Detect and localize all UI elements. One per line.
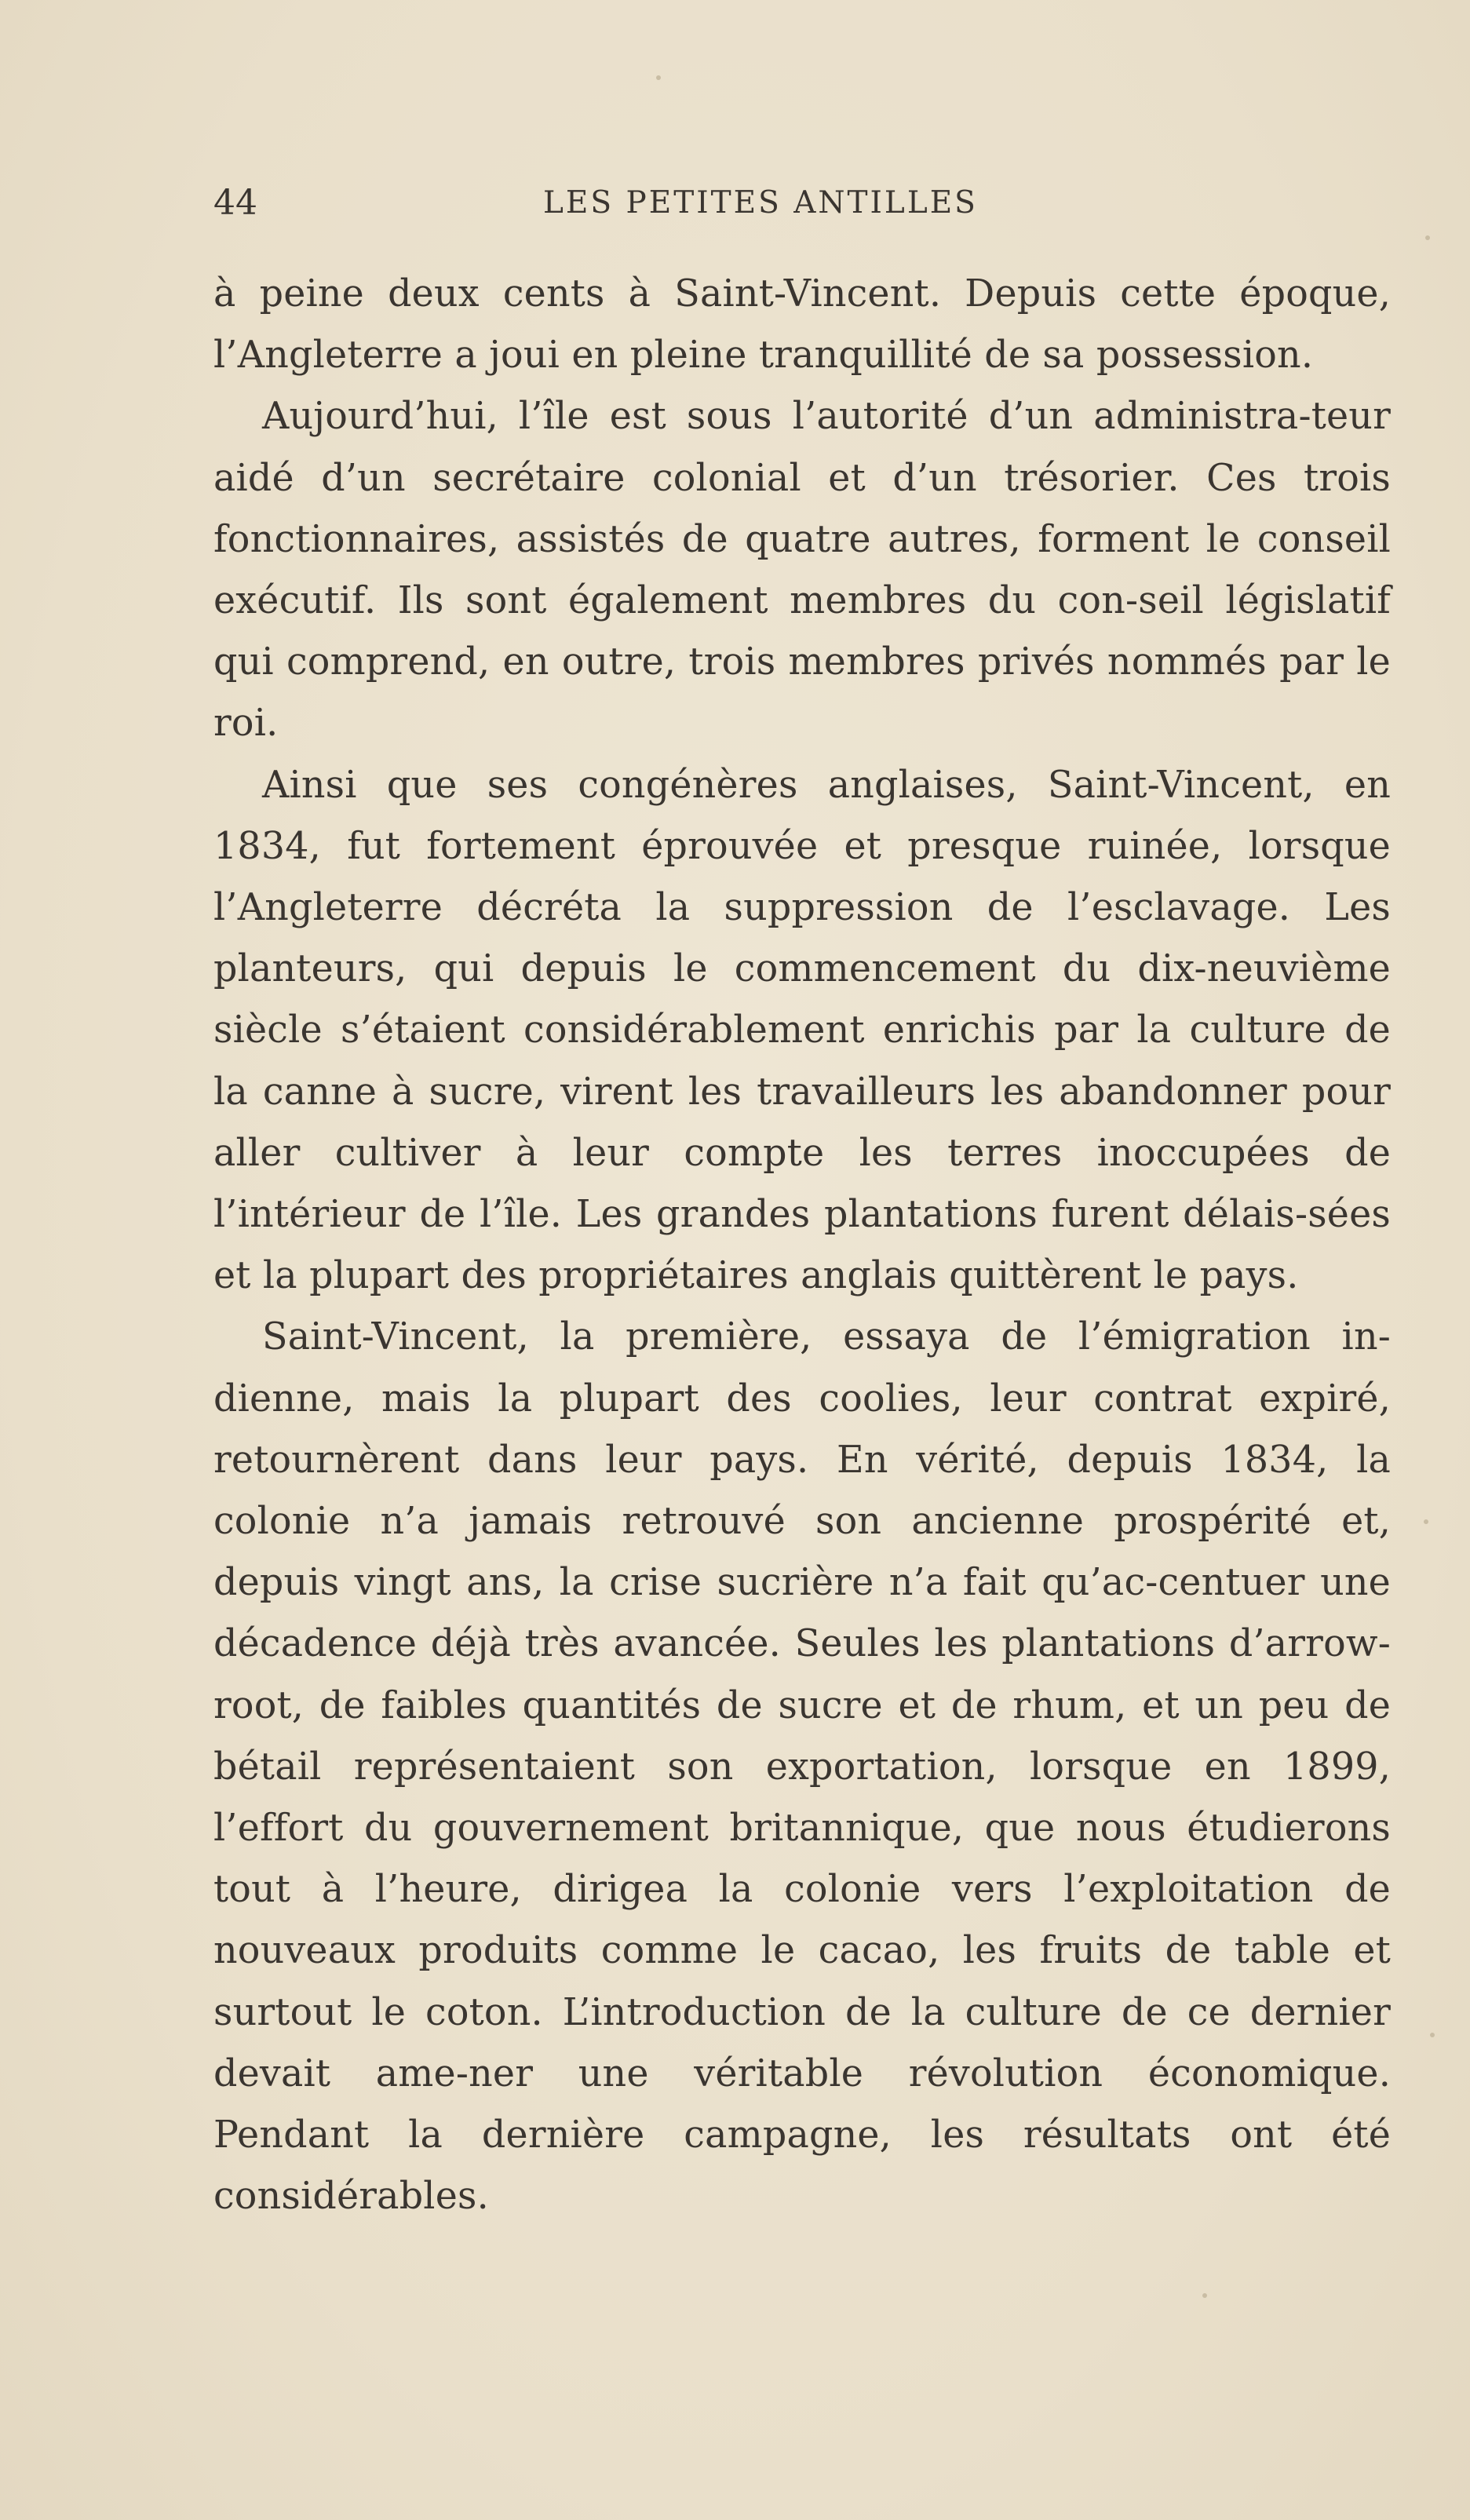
paper-speck: [1202, 2293, 1207, 2298]
paragraph-administration: Aujourd’hui, l’île est sous l’autorité d’un administra-teur aidé d’un secrétaire colonial et d’un trésorier. Ces trois fonctionnaires, assistés de quatre autres, forment le conseil exécutif. Ils sont également membres du con-seil législatif qui comprend, en outre, trois membres privés nommés par le roi.: [213, 395, 1391, 746]
page-header: [213, 176, 1391, 231]
paper-speck: [656, 75, 661, 80]
paper-speck: [1424, 1519, 1428, 1524]
running-title: LES PETITES ANTILLES: [543, 185, 978, 221]
paragraph-emigration-economy: Saint-Vincent, la première, essaya de l’émigration in-dienne, mais la plupart des coolies, leur contrat expiré, retournèrent dans leur pays. En vérité, depuis 1834, la colonie n’a jamais retrouvé son ancienne prospérité et, depuis vingt ans, la crise sucrière n’a fait qu’ac-centuer une décadence déjà très avancée. Seules les plantations d’arrow-root, de faibles quantités de sucre et de rhum, et un peu de bétail représentaient son exportation, lorsque en 1899, l’effort du gouvernement britannique, que nous étudierons tout à l’heure, dirigea la colonie vers l’exploitation de nouveaux produits comme le cacao, les fruits de table et surtout le coton. L’introduction de la culture de ce dernier devait ame-ner une véritable révolution économique. Pendant la dernière campagne, les résultats ont été considérables.: [213, 1315, 1391, 2219]
paper-speck: [1430, 2033, 1435, 2037]
body-text: [213, 264, 1391, 2228]
paper-speck: [1425, 235, 1430, 240]
page-number: 44: [213, 183, 257, 223]
paragraph-continuation: à peine deux cents à Saint-Vincent. Depuis cette époque, l’Angleterre a joui en pleine tranquillité de sa possession.: [213, 272, 1391, 377]
paragraph-slavery-abolition: Ainsi que ses congénères anglaises, Saint-Vincent, en 1834, fut fortement éprouvée et presque ruinée, lorsque l’Angleterre décréta la suppression de l’esclavage. Les planteurs, qui depuis le commencement du dix-neuvième siècle s’étaient considérablement enrichis par la culture de la canne à sucre, virent les travailleurs les abandonner pour aller cultiver à leur compte les terres inoccupées de l’intérieur de l’île. Les grandes plantations furent délais-sées et la plupart des propriétaires anglais quittèrent le pays.: [213, 763, 1391, 1298]
